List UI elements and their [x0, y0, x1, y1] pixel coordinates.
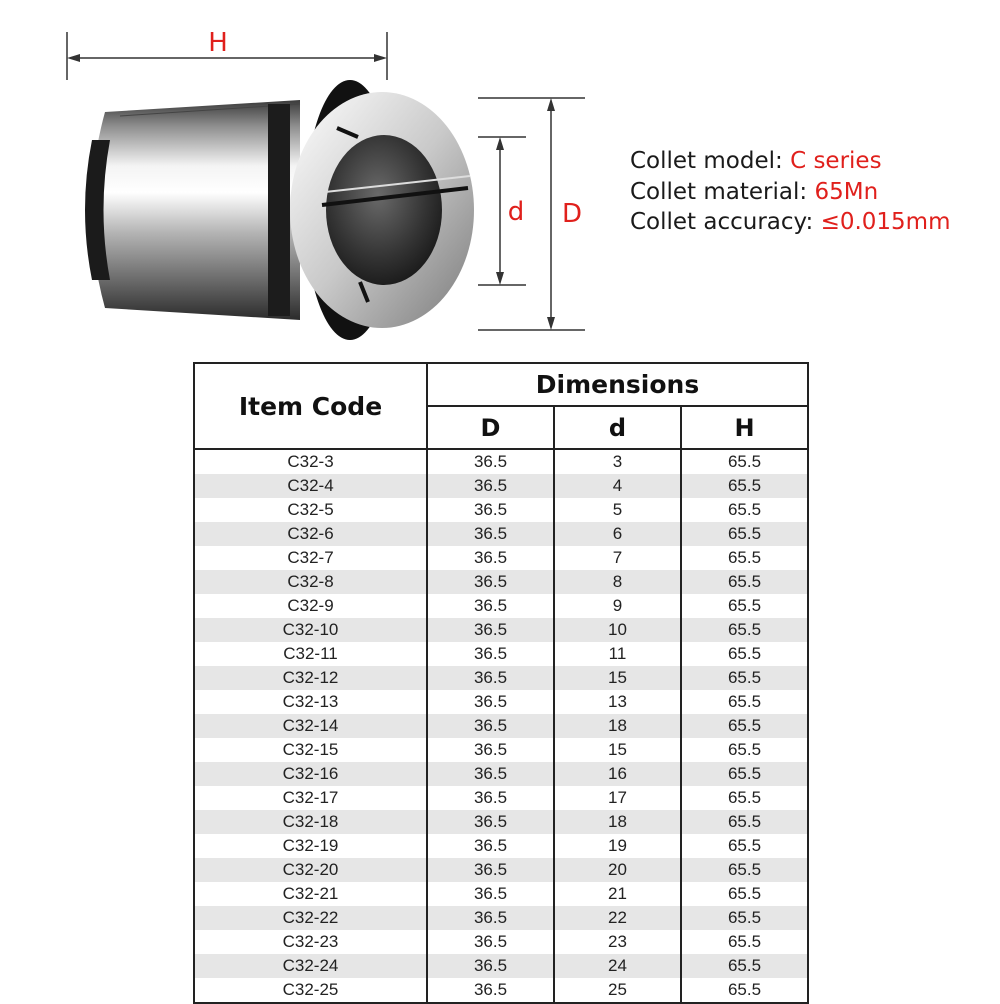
cell-D: 36.5 [427, 546, 554, 570]
cell-D: 36.5 [427, 666, 554, 690]
cell-D: 36.5 [427, 642, 554, 666]
table-body [194, 449, 808, 1003]
cell-d: 21 [554, 882, 681, 906]
cell-D: 36.5 [427, 786, 554, 810]
cell-d: 24 [554, 954, 681, 978]
cell-d: 18 [554, 810, 681, 834]
cell-item-code: C32-14 [194, 714, 427, 738]
cell-d: 15 [554, 666, 681, 690]
cell-item-code: C32-20 [194, 858, 427, 882]
table-row [194, 930, 808, 954]
cell-d: 13 [554, 690, 681, 714]
cell-H: 65.5 [681, 570, 808, 594]
cell-d: 17 [554, 786, 681, 810]
table-row [194, 618, 808, 642]
cell-D: 36.5 [427, 449, 554, 474]
cell-H: 65.5 [681, 906, 808, 930]
cell-item-code: C32-18 [194, 810, 427, 834]
table-row [194, 714, 808, 738]
table-row [194, 474, 808, 498]
cell-D: 36.5 [427, 618, 554, 642]
cell-d: 9 [554, 594, 681, 618]
col-header-H: H [681, 406, 808, 449]
cell-H: 65.5 [681, 449, 808, 474]
table-row [194, 954, 808, 978]
cell-H: 65.5 [681, 498, 808, 522]
table-row [194, 594, 808, 618]
cell-d: 18 [554, 714, 681, 738]
cell-d: 4 [554, 474, 681, 498]
cell-d: 19 [554, 834, 681, 858]
cell-D: 36.5 [427, 498, 554, 522]
cell-d: 16 [554, 762, 681, 786]
cell-H: 65.5 [681, 978, 808, 1003]
cell-item-code: C32-4 [194, 474, 427, 498]
cell-H: 65.5 [681, 786, 808, 810]
spec-accuracy-label: Collet accuracy: [630, 209, 821, 235]
cell-d: 3 [554, 449, 681, 474]
table-row [194, 762, 808, 786]
dimension-table [193, 362, 809, 1004]
cell-H: 65.5 [681, 474, 808, 498]
cell-D: 36.5 [427, 714, 554, 738]
table-row [194, 738, 808, 762]
cell-D: 36.5 [427, 690, 554, 714]
cell-D: 36.5 [427, 978, 554, 1003]
cell-H: 65.5 [681, 690, 808, 714]
cell-H: 65.5 [681, 930, 808, 954]
cell-item-code: C32-22 [194, 906, 427, 930]
cell-H: 65.5 [681, 858, 808, 882]
cell-H: 65.5 [681, 810, 808, 834]
table-row [194, 786, 808, 810]
cell-d: 15 [554, 738, 681, 762]
spec-material-label: Collet material: [630, 178, 815, 205]
cell-H: 65.5 [681, 882, 808, 906]
cell-d: 20 [554, 858, 681, 882]
table-row [194, 810, 808, 834]
cell-item-code: C32-25 [194, 978, 427, 1003]
cell-item-code: C32-6 [194, 522, 427, 546]
table-row [194, 449, 808, 474]
cell-d: 25 [554, 978, 681, 1003]
spec-accuracy [630, 207, 951, 238]
cell-item-code: C32-5 [194, 498, 427, 522]
cell-item-code: C32-12 [194, 666, 427, 690]
table-row [194, 690, 808, 714]
cell-item-code: C32-10 [194, 618, 427, 642]
cell-item-code: C32-16 [194, 762, 427, 786]
table-row [194, 570, 808, 594]
table-row [194, 522, 808, 546]
table-row [194, 498, 808, 522]
cell-D: 36.5 [427, 762, 554, 786]
cell-item-code: C32-19 [194, 834, 427, 858]
table-row [194, 882, 808, 906]
cell-item-code: C32-11 [194, 642, 427, 666]
cell-D: 36.5 [427, 594, 554, 618]
cell-item-code: C32-17 [194, 786, 427, 810]
cell-D: 36.5 [427, 930, 554, 954]
cell-D: 36.5 [427, 906, 554, 930]
cell-D: 36.5 [427, 522, 554, 546]
spec-model-value: C series [790, 148, 882, 174]
cell-H: 65.5 [681, 714, 808, 738]
dimensions-header: Dimensions [427, 363, 808, 406]
cell-D: 36.5 [427, 810, 554, 834]
cell-d: 11 [554, 642, 681, 666]
cell-H: 65.5 [681, 642, 808, 666]
cell-H: 65.5 [681, 954, 808, 978]
cell-H: 65.5 [681, 834, 808, 858]
item-code-header: Item Code [194, 363, 427, 449]
cell-item-code: C32-21 [194, 882, 427, 906]
cell-H: 65.5 [681, 666, 808, 690]
cell-item-code: C32-7 [194, 546, 427, 570]
cell-H: 65.5 [681, 618, 808, 642]
cell-item-code: C32-9 [194, 594, 427, 618]
cell-D: 36.5 [427, 882, 554, 906]
cell-D: 36.5 [427, 474, 554, 498]
table-row [194, 906, 808, 930]
cell-H: 65.5 [681, 738, 808, 762]
col-header-d: d [554, 406, 681, 449]
col-header-D: D [427, 406, 554, 449]
cell-d: 5 [554, 498, 681, 522]
cell-item-code: C32-8 [194, 570, 427, 594]
collet-specs [630, 146, 951, 238]
cell-D: 36.5 [427, 738, 554, 762]
cell-item-code: C32-3 [194, 449, 427, 474]
table-row [194, 666, 808, 690]
cell-item-code: C32-15 [194, 738, 427, 762]
d-small-label: d [507, 197, 525, 227]
cell-d: 22 [554, 906, 681, 930]
cell-d: 8 [554, 570, 681, 594]
collet-image [85, 80, 474, 340]
table-row [194, 978, 808, 1003]
cell-D: 36.5 [427, 954, 554, 978]
cell-D: 36.5 [427, 858, 554, 882]
dimension-table-container [193, 362, 807, 1004]
cell-D: 36.5 [427, 834, 554, 858]
table-row [194, 834, 808, 858]
cell-d: 23 [554, 930, 681, 954]
spec-model-label: Collet model: [630, 148, 791, 174]
cell-H: 65.5 [681, 522, 808, 546]
cell-d: 6 [554, 522, 681, 546]
table-row [194, 858, 808, 882]
cell-d: 7 [554, 546, 681, 570]
table-row [194, 642, 808, 666]
table-row [194, 546, 808, 570]
spec-accuracy-value: ≤0.015mm [820, 209, 951, 235]
cell-item-code: C32-13 [194, 690, 427, 714]
cell-H: 65.5 [681, 546, 808, 570]
d-large-label: D [561, 199, 583, 229]
spec-model [630, 146, 951, 177]
cell-item-code: C32-23 [194, 930, 427, 954]
cell-D: 36.5 [427, 570, 554, 594]
spec-material [630, 177, 951, 208]
spec-material-value: 65Mn [814, 178, 879, 205]
cell-H: 65.5 [681, 762, 808, 786]
cell-d: 10 [554, 618, 681, 642]
h-label: H [208, 28, 228, 58]
cell-H: 65.5 [681, 594, 808, 618]
cell-item-code: C32-24 [194, 954, 427, 978]
